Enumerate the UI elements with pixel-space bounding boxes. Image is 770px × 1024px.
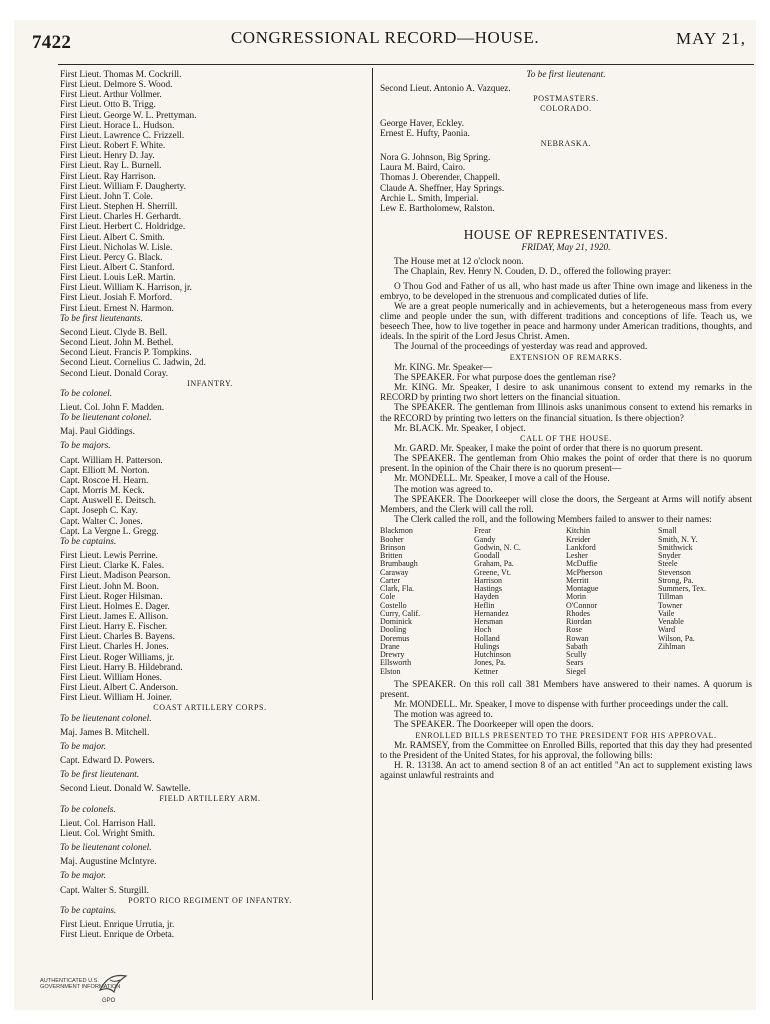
roll-call-name: Drewry <box>380 651 405 659</box>
roll-call-name: Jones, Pa. <box>474 659 506 668</box>
section-subheading: To be colonel. <box>60 388 113 399</box>
paragraph: The motion was agreed to. <box>394 484 493 495</box>
text-line: Capt. Elliott M. Norton. <box>60 465 150 476</box>
text-line: Thomas J. Oberender, Chappell. <box>380 173 500 184</box>
roll-call-name: Stevenson <box>658 568 691 577</box>
roll-call-name: O'Connor <box>566 601 598 610</box>
text-line: First Lieut. Nicholas W. Lisle. <box>60 242 173 253</box>
roll-call-name: Dooling <box>380 626 407 635</box>
roll-call-name: Vaile <box>658 609 675 618</box>
section-subheading: To be first lieutenant. <box>526 70 606 80</box>
page-number: 7422 <box>32 32 72 53</box>
roll-call-name <box>658 659 752 667</box>
roll-call-name: Towner <box>658 601 683 610</box>
text-line: Claude A. Sheffner, Hay Springs. <box>380 183 505 194</box>
text-line: First Lieut. Herbert C. Holdridge. <box>60 222 186 233</box>
text-line: Capt. Walter C. Jones. <box>60 516 143 527</box>
text-line: First Lieut. Delmore S. Wood. <box>60 80 173 91</box>
text-line: First Lieut. Madison Pearson. <box>60 571 171 582</box>
page-title: CONGRESSIONAL RECORD—HOUSE. <box>230 28 540 47</box>
section-subheading: To be major. <box>60 741 106 752</box>
text-line: First Lieut. Charles H. Jones. <box>60 642 169 653</box>
text-line: First Lieut. James E. Allison. <box>60 611 169 622</box>
paragraph: The Journal of the proceedings of yesterday was read and approved. <box>394 342 648 353</box>
section-subheading: To be captains. <box>60 905 117 916</box>
roll-call-name: Costello <box>380 601 407 610</box>
text-line: First Lieut. William K. Harrison, jr. <box>60 283 192 294</box>
paragraph: The Chaplain, Rev. Henry N. Couden, D. D., offered the following prayer: <box>394 267 672 278</box>
text-line: First Lieut. Ray L. Burnell. <box>60 161 162 172</box>
paragraph: The motion was agreed to. <box>394 710 493 721</box>
roll-call-name: Scully <box>566 651 587 659</box>
paragraph: The Clerk called the roll, and the following Members failed to answer to their names: <box>394 515 712 526</box>
section-subheading: FRIDAY, May 21, 1920. <box>521 243 611 254</box>
text-line: First Lieut. Arthur Vollmer. <box>60 90 162 101</box>
text-line: Capt. Auswell E. Deitsch. <box>60 496 157 507</box>
roll-call-name: Carter <box>380 576 400 585</box>
text-line: Second Lieut. Clyde B. Bell. <box>60 327 168 338</box>
roll-call-name: Ward <box>658 626 676 635</box>
paragraph: Mr. GARD. Mr. Speaker, I make the point of order that there is no quorum present. <box>394 444 703 454</box>
roll-call-name: Gandy <box>474 535 496 544</box>
paragraph: The SPEAKER. The gentleman from Ohio makes the point of order that there is no quorum present. In the opinion of the Chair there is no quorum present— <box>380 454 752 475</box>
text-line: First Lieut. Ernest N. Harmon. <box>60 303 174 314</box>
paragraph: Mr. BLACK. Mr. Speaker, I object. <box>394 423 526 434</box>
roll-call-name: Kettner <box>474 667 498 676</box>
roll-call-name: Greene, Vt. <box>474 568 511 577</box>
roll-call-name: Kitchin <box>566 527 590 536</box>
paragraph: The SPEAKER. The Doorkeeper will open the doors. <box>394 720 594 731</box>
text-line: First Lieut. Ray Harrison. <box>60 171 156 182</box>
roll-call-name: Lesher <box>566 552 588 560</box>
header-date: MAY 21, <box>676 29 746 48</box>
header-rule <box>58 64 754 65</box>
paragraph: The SPEAKER. On this roll call 381 Members have answered to their names. A quorum is present. <box>380 679 752 700</box>
section-subheading: To be first lieutenant. <box>60 770 140 781</box>
text-line: First Lieut. Horace L. Hudson. <box>60 120 175 131</box>
text-line: Archie L. Smith, Imperial. <box>380 193 479 204</box>
right-column <box>380 70 752 781</box>
text-line: First Lieut. Albert C. Smith. <box>60 232 165 243</box>
roll-call-name: Lankford <box>566 543 596 552</box>
section-subheading: To be major. <box>60 871 106 882</box>
text-line: First Lieut. Enrique de Orbeta. <box>60 930 175 941</box>
section-heading: ENROLLED BILLS PRESENTED TO THE PRESIDENT FOR HIS APPROVAL. <box>415 730 717 740</box>
text-line: First Lieut. Louis LeR. Martin. <box>60 273 176 284</box>
roll-call-name: Hoch <box>474 626 492 635</box>
text-line: First Lieut. John T. Cole. <box>60 191 153 202</box>
roll-call-name: Hayden <box>474 593 499 602</box>
running-header <box>14 20 756 60</box>
roll-call-name: Britten <box>380 552 403 560</box>
section-heading: FIELD ARTILLERY ARM. <box>159 794 261 804</box>
text-line: First Lieut. Albert C. Anderson. <box>60 683 179 694</box>
roll-call-name: Godwin, N. C. <box>474 543 521 552</box>
roll-call-name: McDuffie <box>566 560 598 569</box>
roll-call-name: Dominick <box>380 618 412 626</box>
roll-call-name: Tillman <box>658 593 684 602</box>
text-line: Capt. Edward D. Powers. <box>60 756 155 766</box>
text-line: First Lieut. Robert F. White. <box>60 141 166 152</box>
roll-call-name: Goodall <box>474 552 500 560</box>
roll-call-name: Smith, N. Y. <box>658 535 698 544</box>
section-heading: EXTENSION OF REMARKS. <box>509 352 623 362</box>
roll-call-name: Cole <box>380 593 396 602</box>
section-heading: POSTMASTERS. <box>533 94 599 104</box>
text-line: Lew E. Bartholomew, Ralston. <box>380 203 495 214</box>
roll-call-name: Drane <box>380 642 400 651</box>
roll-call-name: Steele <box>658 560 678 569</box>
text-line: Maj. Augustine McIntyre. <box>60 857 157 868</box>
text-line: Lieut. Col. Harrison Hall. <box>60 818 156 829</box>
text-line: Maj. Paul Giddings. <box>60 427 135 438</box>
text-line: First Lieut. George W. L. Prettyman. <box>60 110 197 121</box>
section-heading: CALL OF THE HOUSE. <box>520 433 612 443</box>
roll-call-list <box>380 527 752 676</box>
right-column-top <box>380 70 752 525</box>
eagle-icon <box>98 972 128 998</box>
text-line: First Lieut. Roger Williams, jr. <box>60 652 175 663</box>
text-line: First Lieut. William H. Joiner. <box>60 693 172 704</box>
paragraph: The House met at 12 o'clock noon. <box>394 257 524 268</box>
text-line: First Lieut. Charles B. Bayens. <box>60 632 175 643</box>
roll-call-name: Graham, Pa. <box>474 560 514 569</box>
roll-call-name: Holland <box>474 634 500 643</box>
roll-call-name: Rose <box>566 626 582 635</box>
roll-call-name: Doremus <box>380 634 410 643</box>
roll-call-name: Sabath <box>566 642 588 651</box>
roll-call-name: Morin <box>566 593 586 602</box>
text-line: Capt. Joseph C. Kay. <box>60 506 138 517</box>
text-line: First Lieut. Roger Hilsman. <box>60 591 163 602</box>
text-line: Capt. Morris M. Keck. <box>60 486 145 497</box>
text-line: First Lieut. Harry E. Fischer. <box>60 622 168 633</box>
text-line: First Lieut. Lawrence C. Frizzell. <box>60 130 185 141</box>
gpo-seal-text: AUTHENTICATED U.S. GOVERNMENT INFORMATION <box>40 978 121 990</box>
paragraph: The SPEAKER. The Doorkeeper will close the doors, the Sergeant at Arms will notify absent Members, and the Clerk will call the roll. <box>380 494 752 515</box>
paragraph: The SPEAKER. For what purpose does the gentleman rise? <box>394 372 616 383</box>
roll-call-name: Heflin <box>474 601 495 610</box>
text-line: First Lieut. William Hones. <box>60 672 162 683</box>
section-subheading: To be majors. <box>60 441 111 452</box>
roll-call-name: Hastings <box>474 585 502 593</box>
section-subheading: To be lieutenant colonel. <box>60 413 152 424</box>
text-line: Ernest E. Hufty, Paonia. <box>380 128 470 139</box>
roll-call-name: Hutchinson <box>474 651 511 659</box>
roll-call-name <box>658 668 752 676</box>
roll-call-name: Brinson <box>380 543 406 552</box>
roll-call-name: Venable <box>658 618 684 626</box>
text-line: First Lieut. Percy G. Black. <box>60 252 163 263</box>
text-line: Second Lieut. Cornelius C. Jadwin, 2d. <box>60 358 206 369</box>
gpo-seal <box>40 978 130 1004</box>
left-column <box>60 70 360 940</box>
paragraph: Mr. KING. Mr. Speaker, I desire to ask unanimous consent to extend my remarks in the RECORD by printing two short letters on the financial situation. <box>380 383 752 404</box>
roll-call-name: Sears <box>566 659 584 668</box>
text-line: Second Lieut. Donald Coray. <box>60 368 169 379</box>
text-line: First Lieut. William F. Daugherty. <box>60 181 186 192</box>
paragraph: Mr. RAMSEY, from the Committee on Enrolled Bills, reported that this day they had presented to the President of the United States, for his approval, the following bills: <box>380 740 752 761</box>
text-line: First Lieut. Clarke K. Fales. <box>60 561 165 572</box>
roll-call-name: Brumbaugh <box>380 560 418 569</box>
text-line: Capt. Walter S. Sturgill. <box>60 885 149 896</box>
text-line: Second Lieut. Francis P. Tompkins. <box>60 348 192 359</box>
text-line: First Lieut. Lewis Perrine. <box>60 551 158 562</box>
text-line: Capt. La Vergne L. Gregg. <box>60 526 159 537</box>
roll-call-name: Hulings <box>474 642 500 651</box>
roll-call-name: Riordan <box>566 618 592 626</box>
roll-call-name: Kreider <box>566 535 591 544</box>
section-heading: COLORADO. <box>540 104 592 114</box>
roll-call-name: McPherson <box>566 568 603 577</box>
right-column-bottom <box>380 680 752 782</box>
text-line: Laura M. Baird, Cairo. <box>380 163 466 174</box>
house-heading: HOUSE OF REPRESENTATIVES. <box>463 227 669 243</box>
section-subheading: To be colonels. <box>60 804 116 815</box>
paragraph: O Thou God and Father of us all, who hast made us after Thine own image and likeness in the embryo, to be developed in the strenuous and complicated duties of life. <box>380 281 752 302</box>
section-heading: COAST ARTILLERY CORPS. <box>153 703 267 713</box>
roll-call-name: Ellsworth <box>380 659 412 668</box>
gpo-mark: GPO <box>102 998 116 1004</box>
text-line: Maj. James B. Mitchell. <box>60 727 150 738</box>
text-line: Second Lieut. Donald W. Sawtelle. <box>60 784 191 795</box>
text-line: Capt. Roscoe H. Hearn. <box>60 475 149 486</box>
text-line: First Lieut. Josiah F. Morford. <box>60 293 173 304</box>
roll-call-name: Rowan <box>566 634 589 643</box>
roll-call-name: Strong, Pa. <box>658 576 694 585</box>
text-line: First Lieut. Albert C. Stanford. <box>60 262 175 273</box>
section-heading: INFANTRY. <box>187 378 233 388</box>
roll-call-name: Curry, Calif. <box>380 609 421 618</box>
roll-call-name: Booher <box>380 535 404 544</box>
paragraph: Mr. KING. Mr. Speaker— <box>394 362 493 373</box>
text-line: First Lieut. Henry D. Jay. <box>60 151 155 162</box>
section-heading: PORTO RICO REGIMENT OF INFANTRY. <box>128 895 292 905</box>
text-line: First Lieut. Enrique Urrutia, jr. <box>60 920 175 931</box>
paragraph: The SPEAKER. The gentleman from Illinois asks unanimous consent to extend his remarks in the RECORD by printing two letters on the financial situation. Is there objection? <box>380 403 752 424</box>
text-line: Lieut. Col. John F. Madden. <box>60 403 165 413</box>
roll-call-name: Summers, Tex. <box>658 585 706 593</box>
section-subheading: To be lieutenant colonel. <box>60 843 152 854</box>
text-line: Second Lieut. Antonio A. Vazquez. <box>380 84 511 95</box>
roll-call-name: Frear <box>474 527 491 536</box>
text-line: George Haver, Eckley. <box>380 118 465 129</box>
paragraph: We are a great people numerically and in achievements, but a heterogeneous mass from every clime and people under the sun, with different traditions and conceptions of life. Teach us, we beseech Thee, how to live together in peace and harmony under American traditions, thoughts, and ideals. In the spirit of the Lord Jesus Christ. Amen. <box>380 301 752 343</box>
section-subheading: To be first lieutenants. <box>60 313 143 324</box>
text-line: First Lieut. Charles H. Gerhardt. <box>60 212 182 223</box>
section-heading: NEBRASKA. <box>540 138 592 148</box>
roll-call-name: Small <box>658 527 677 536</box>
roll-call-name: Caraway <box>380 568 409 577</box>
text-line: First Lieut. Harry B. Hildebrand. <box>60 662 183 673</box>
text-line: First Lieut. Holmes E. Dager. <box>60 601 170 612</box>
roll-call-name: Siegel <box>566 667 586 676</box>
roll-call-name: Hernandez <box>474 609 509 618</box>
roll-call-name: Clark, Fla. <box>380 585 414 593</box>
text-line: First Lieut. Stephen H. Sherrill. <box>60 202 178 213</box>
roll-call-name: Blackmon <box>380 527 413 536</box>
paragraph: Mr. MONDELL. Mr. Speaker, I move to dispense with further proceedings under the call. <box>394 700 729 711</box>
column-divider <box>372 68 373 1000</box>
section-subheading: To be captains. <box>60 536 117 547</box>
page <box>14 20 756 1010</box>
roll-call-name: Harrison <box>474 576 502 585</box>
paragraph: Mr. MONDELL. Mr. Speaker, I move a call of the House. <box>394 474 610 485</box>
text-line: First Lieut. Thomas M. Cockrill. <box>60 70 182 80</box>
roll-call-name: Snyder <box>658 552 681 560</box>
roll-call-name: Rhodes <box>566 609 590 618</box>
roll-call-name: Wilson, Pa. <box>658 634 695 643</box>
text-line: Second Lieut. John M. Bethel. <box>60 338 174 349</box>
text-line: First Lieut. Otto B. Trigg. <box>60 100 156 111</box>
roll-call-name: Smithwick <box>658 543 693 552</box>
roll-call-name: Montague <box>566 585 599 593</box>
paragraph: H. R. 13138. An act to amend section 8 of an act entitled "An act to supplement existing laws against unlawful restraints and <box>380 761 752 782</box>
section-subheading: To be lieutenant colonel. <box>60 713 152 724</box>
text-line: Lieut. Col. Wright Smith. <box>60 828 156 839</box>
roll-call-name: Hersman <box>474 618 503 626</box>
roll-call-name: Merritt <box>566 576 589 585</box>
roll-call-name: Elston <box>380 667 401 676</box>
text-line: Nora G. Johnson, Big Spring. <box>380 153 491 164</box>
roll-call-name: Zihlman <box>658 642 686 651</box>
roll-call-name <box>658 651 752 659</box>
text-line: First Lieut. John M. Boon. <box>60 581 159 592</box>
text-line: Capt. William H. Patterson. <box>60 455 163 466</box>
spacer <box>380 214 752 226</box>
